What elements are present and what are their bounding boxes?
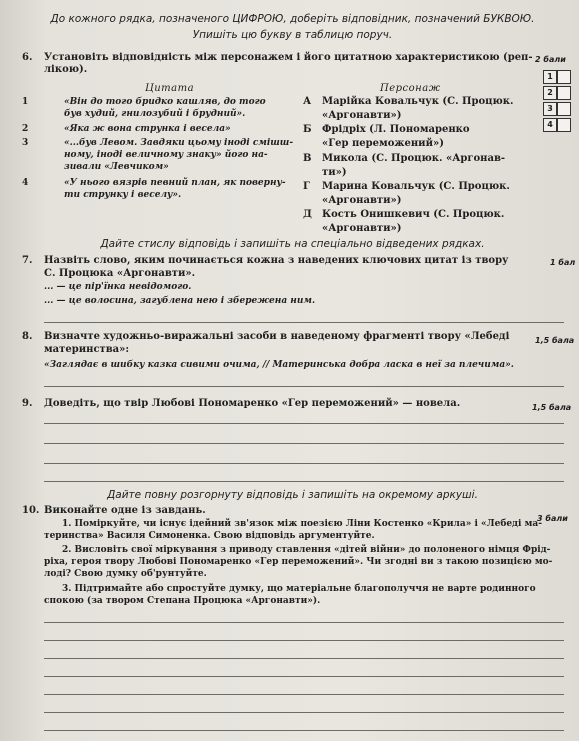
quote-4-line-2: ти струнку і веселу». xyxy=(64,190,182,200)
q7-text-line-2: С. Процюка «Аргонавти». xyxy=(44,268,196,279)
q10-answer-line-1[interactable] xyxy=(44,622,564,623)
q9-answer-line-3[interactable] xyxy=(44,463,564,464)
quote-4-line-1: «У нього вязрів певний план, як поверну- xyxy=(64,178,286,188)
person-a-line-2: «Аргонавти») xyxy=(322,110,402,121)
grid-row-2-number: 2 xyxy=(543,86,557,100)
person-c-letter: В xyxy=(303,153,312,164)
quote-1-number: 1 xyxy=(22,97,29,107)
q9-points: 1,5 бала xyxy=(532,403,572,412)
quote-3-line-2: ному, іноді величному знаку» його на- xyxy=(64,150,268,160)
quote-3-line-3: зивали «Левчиком» xyxy=(64,162,169,172)
quote-2-number: 2 xyxy=(22,124,29,134)
q9-answer-line-1[interactable] xyxy=(44,423,564,424)
q7-cite-1: ... — це пір'їнка невідомого. xyxy=(44,282,192,292)
grid-row-3-number: 3 xyxy=(543,102,557,116)
q8-text-line-2: материнства»: xyxy=(44,344,130,355)
quote-3-number: 3 xyxy=(22,138,29,148)
q8-answer-line[interactable] xyxy=(44,386,564,387)
q8-number: 8. xyxy=(22,331,33,342)
person-b-letter: Б xyxy=(303,124,312,135)
q6-points: 2 бали xyxy=(535,55,566,64)
q7-number: 7. xyxy=(22,255,33,266)
quote-1-line-1: «Він до того бридко кашляв, до того xyxy=(64,97,266,107)
instruction-short: Дайте стислу відповідь і запишіть на спеціально відведених рядках. xyxy=(100,238,485,250)
q7-points: 1 бал xyxy=(550,258,576,267)
person-e-line-1: Кость Онишкевич (С. Процюк. xyxy=(322,209,505,220)
q7-text-line-1: Назвіть слово, яким починається кожна з наведених ключових цитат із твору xyxy=(44,255,509,266)
person-a-line-1: Марійка Ковальчук (С. Процюк. xyxy=(322,96,514,107)
grid-row-4-answer[interactable] xyxy=(557,118,571,132)
q6-col-person: Персонаж xyxy=(380,83,441,94)
instruction-line-1: До кожного рядка, позначеного ЦИФРОЮ, доберіть відповідник, позначений БУКВОЮ. xyxy=(50,13,535,25)
person-c-line-1: Микола (С. Процюк. «Аргонав- xyxy=(322,153,506,164)
q6-text-line-2: лікою). xyxy=(44,64,88,75)
q10-answer-line-2[interactable] xyxy=(44,640,564,641)
instruction-line-2: Упишіть цю букву в таблицю поруч. xyxy=(192,29,393,41)
q10-task-3-line-2: спокою (за твором Степана Процюка «Аргонавти»). xyxy=(44,596,321,606)
person-b-line-2: «Гер переможений») xyxy=(322,138,444,149)
person-c-line-2: ти») xyxy=(322,167,347,178)
grid-row-2-answer[interactable] xyxy=(557,86,571,100)
q9-text: Доведіть, що твір Любові Пономаренко «Гер переможений» — новела. xyxy=(44,398,461,409)
instruction-full: Дайте повну розгорнуту відповідь і запишіть на окремому аркуші. xyxy=(107,489,478,501)
quote-2-line-1: «Яка ж вона струнка і весела» xyxy=(64,124,231,134)
quote-1-line-2: був худий, гнилозубий і брудний». xyxy=(64,109,246,119)
quote-3-line-1: «...був Левом. Завдяки цьому іноді смішш- xyxy=(64,138,294,148)
person-d-letter: Г xyxy=(303,181,310,192)
q10-task-2-line-3: лоді? Свою думку об'рунтуйте. xyxy=(44,569,207,579)
q10-task-3-line-1: 3. Підтримайте або спростуйте думку, що матеріальне благополуччя не варте родинного xyxy=(62,584,536,594)
grid-row-3-answer[interactable] xyxy=(557,102,571,116)
person-a-letter: А xyxy=(303,96,312,107)
q9-answer-line-2[interactable] xyxy=(44,443,564,444)
instruction-match xyxy=(20,13,565,41)
q8-quote: «Заглядає в шибку казка сивими очима, // Материнська добра ласка в неї за плечима». xyxy=(44,360,514,370)
q8-points: 1,5 бала xyxy=(535,336,575,345)
q9-number: 9. xyxy=(22,398,33,409)
grid-row-4-number: 4 xyxy=(543,118,557,132)
q10-number: 10. xyxy=(22,505,40,516)
q10-answer-line-6[interactable] xyxy=(44,712,564,713)
q8-text-line-1: Визначте художньо-виражальні засоби в наведеному фрагменті твору «Лебеді xyxy=(44,331,510,342)
q10-answer-line-3[interactable] xyxy=(44,658,564,659)
quote-4-number: 4 xyxy=(22,178,29,188)
q9-answer-line-4[interactable] xyxy=(44,481,564,482)
person-b-line-1: Фрідріх (Л. Пономаренко xyxy=(322,124,470,135)
person-d-line-2: «Аргонавти») xyxy=(322,195,402,206)
q7-cite-2: ... — це волосина, загублена нею і збережена ним. xyxy=(44,296,316,306)
q10-answer-line-5[interactable] xyxy=(44,694,564,695)
grid-row-1-number: 1 xyxy=(543,70,557,84)
q10-answer-line-7[interactable] xyxy=(44,730,564,731)
person-e-line-2: «Аргонавти») xyxy=(322,223,402,234)
q10-title: Виконайте одне із завдань. xyxy=(44,505,206,516)
q7-answer-line[interactable] xyxy=(44,322,564,323)
q10-answer-line-4[interactable] xyxy=(44,676,564,677)
q10-task-1-line-2: теринства» Василя Симоненка. Свою відповідь аргументуйте. xyxy=(44,531,375,541)
q10-task-2-line-2: ріха, героя твору Любові Пономаренко «Гер переможений». Чи згодні ви з такою позицією мо- xyxy=(44,557,553,567)
person-d-line-1: Марина Ковальчук (С. Процюк. xyxy=(322,181,510,192)
q6-number: 6. xyxy=(22,52,33,63)
q10-task-2-line-1: 2. Висловіть свої міркування з приводу ставлення «дітей війни» до полоненого німця Фрід- xyxy=(62,545,551,555)
person-e-letter: Д xyxy=(303,209,312,220)
q10-points: 3 бали xyxy=(537,514,568,523)
q10-task-1-line-1: 1. Поміркуйте, чи існує ідейний зв'язок між поезією Ліни Костенко «Крила» і «Лебеді ма- xyxy=(62,519,542,529)
q6-text-line-1: Установіть відповідність між персонажем і його цитатною характеристикою (реп- xyxy=(44,52,533,63)
q6-col-quote: Цитата xyxy=(145,83,195,94)
grid-row-1-answer[interactable] xyxy=(557,70,571,84)
